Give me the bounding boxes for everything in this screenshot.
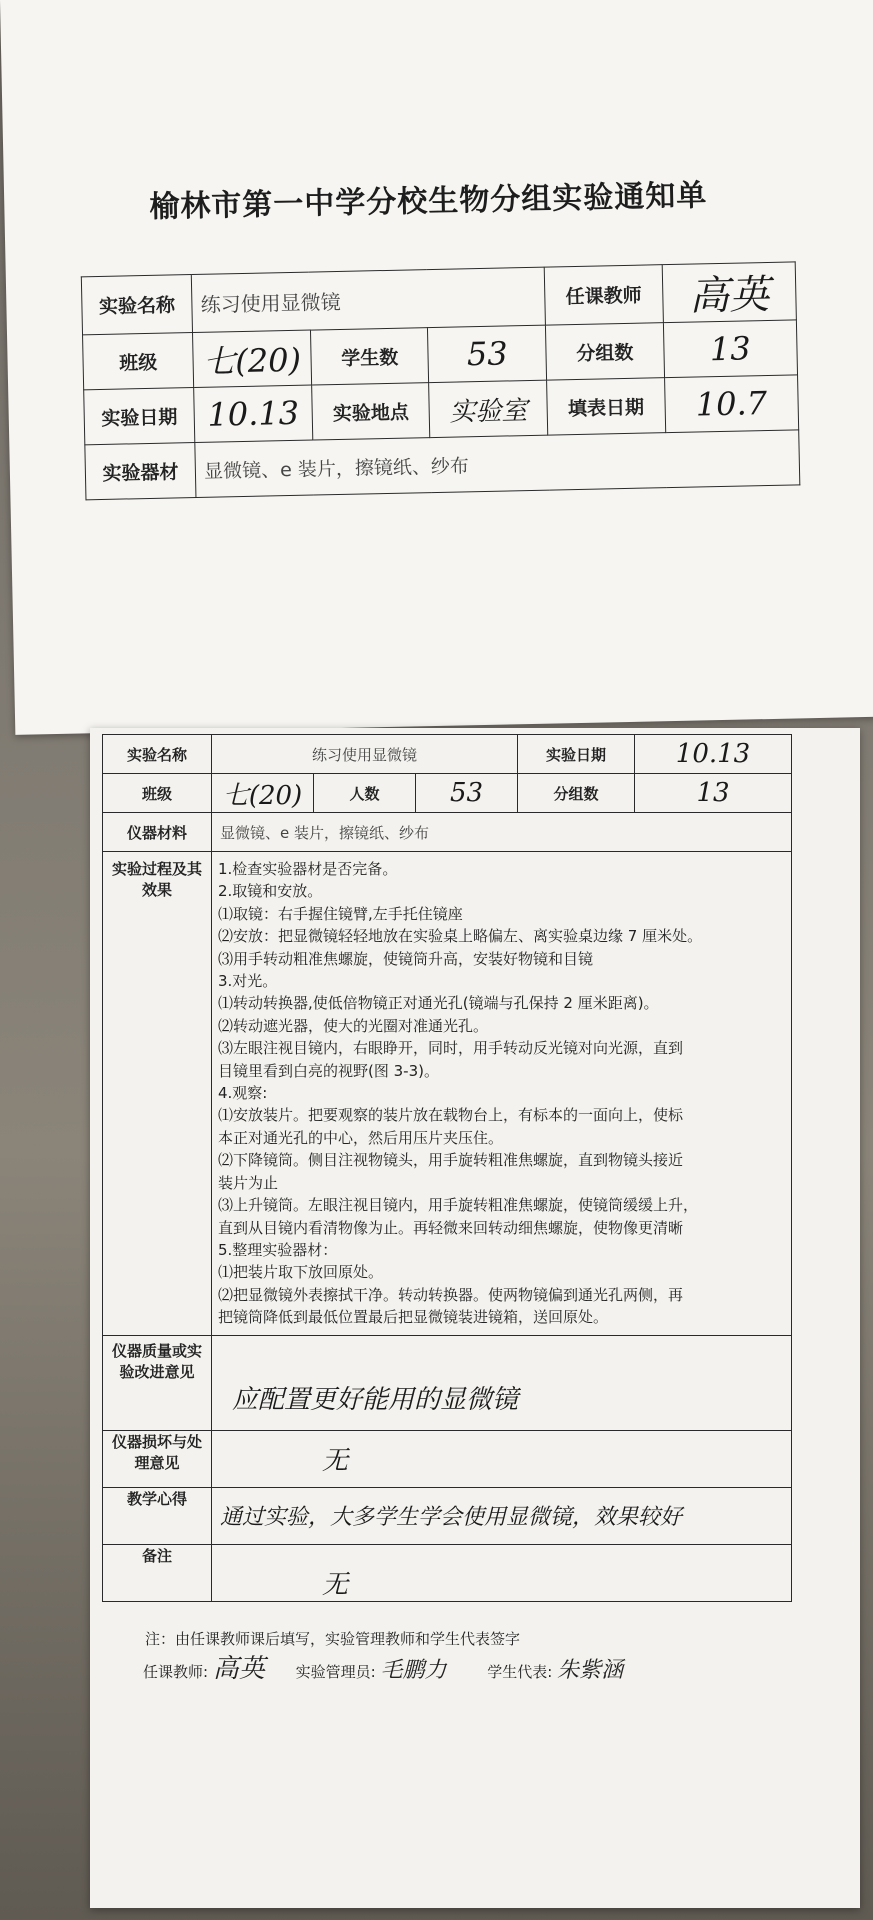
process-line: ⑵把显微镜外表擦拭干净。转动转换器。使两物镜偏到通光孔两侧，再 <box>218 1285 684 1304</box>
signature-row <box>143 1648 623 1685</box>
process-line: 4.观察: <box>218 1084 268 1103</box>
top-form-table <box>81 261 801 500</box>
process-line: ⑵下降镜筒。侧目注视物镜头，用手旋转粗准焦螺旋，直到物镜头接近 <box>218 1151 684 1170</box>
equipment-value: 显微镜、e 装片，擦镜纸、纱布 <box>195 430 800 498</box>
reflection-label: 教学心得 <box>103 1487 212 1544</box>
remarks-label: 备注 <box>103 1544 212 1601</box>
process-line: ⑴把装片取下放回原处。 <box>218 1263 384 1282</box>
table-row <box>103 852 792 1336</box>
exp-location-value: 实验室 <box>429 380 548 437</box>
form-title: 榆林市第一中学分校生物分组实验通知单 <box>149 178 708 225</box>
student-count-value: 53 <box>428 325 547 382</box>
reflection-value: 通过实验，大多学生学会使用显微镜，效果较好 <box>212 1487 792 1544</box>
group-count-label: 分组数 <box>545 323 664 380</box>
table-row <box>103 1487 792 1544</box>
bottom-exp-date-value: 10.13 <box>635 735 792 774</box>
bottom-exp-name-label: 实验名称 <box>103 735 212 774</box>
class-label: 班级 <box>83 333 194 390</box>
table-row <box>103 774 792 813</box>
student-signature: 朱紫涵 <box>557 1658 624 1683</box>
process-line: 本正对通光孔的中心，然后用压片夹压住。 <box>218 1128 504 1147</box>
teacher-signature: 高英 <box>212 1654 265 1684</box>
class-value: 七(20) <box>193 330 312 387</box>
bottom-exp-name-value: 练习使用显微镜 <box>212 735 518 774</box>
bottom-form-table <box>102 734 792 1602</box>
bottom-count-label: 人数 <box>314 774 416 813</box>
student-count-label: 学生数 <box>310 328 429 385</box>
top-form-sheet <box>0 0 873 735</box>
bottom-group-count-value: 13 <box>635 774 792 813</box>
group-count-value: 13 <box>663 320 797 378</box>
table-row <box>103 813 792 852</box>
process-line: ⑶用手转动粗准焦螺旋，使镜筒升高，安装好物镜和目镜 <box>218 949 594 968</box>
exp-location-label: 实验地点 <box>311 383 430 440</box>
remarks-value: 无 <box>212 1544 792 1601</box>
table-row <box>103 1335 792 1430</box>
process-line: ⑴取镜：右手握住镜臂,左手托住镜座 <box>218 904 463 923</box>
process-line: ⑴转动转换器,使低倍物镜正对通光孔(镜端与孔保持 2 厘米距离)。 <box>218 994 659 1013</box>
exp-name-value: 练习使用显微镜 <box>192 267 546 332</box>
form-note: 注：由任课教师课后填写，实验管理教师和学生代表签字 <box>145 1630 521 1648</box>
bottom-count-value: 53 <box>416 774 518 813</box>
fill-date-value: 10.7 <box>664 375 798 433</box>
process-line: 直到从目镜内看清物像为止。再轻微来回转动细焦螺旋，使物像更清晰 <box>218 1218 684 1237</box>
process-line: ⑵转动遮光器，使大的光圈对准通光孔。 <box>218 1016 489 1035</box>
instruments-label: 仪器材料 <box>103 813 212 852</box>
exp-date-label: 实验日期 <box>84 388 195 445</box>
bottom-exp-date-label: 实验日期 <box>518 735 635 774</box>
exp-date-value: 10.13 <box>194 385 313 442</box>
quality-label: 仪器质量或实验改进意见 <box>103 1335 212 1430</box>
process-line: ⑶上升镜筒。左眼注视目镜内，用手旋转粗准焦螺旋，使镜筒缓缓上升， <box>218 1196 699 1215</box>
damage-label: 仪器损坏与处理意见 <box>103 1430 212 1487</box>
teacher-label: 任课教师 <box>544 265 663 325</box>
teacher-value: 高英 <box>662 262 797 323</box>
admin-sign-label: 实验管理员: <box>295 1663 376 1681</box>
process-label: 实验过程及其效果 <box>103 852 212 1336</box>
process-text <box>212 852 792 1336</box>
table-row <box>103 1544 792 1601</box>
process-line: 把镜筒降低到最低位置最后把显微镜装进镜箱，送回原处。 <box>218 1308 609 1327</box>
admin-signature: 毛鹏力 <box>380 1658 447 1683</box>
process-line: 3.对光。 <box>218 972 278 991</box>
process-line: ⑵安放：把显微镜轻轻地放在实验桌上略偏左、离实验桌边缘 7 厘米处。 <box>218 927 703 946</box>
instruments-value: 显微镜、e 装片，擦镜纸、纱布 <box>212 813 792 852</box>
process-line: 5.整理实验器材： <box>218 1240 338 1259</box>
bottom-class-label: 班级 <box>103 774 212 813</box>
process-line: 装片为止 <box>218 1173 279 1192</box>
table-row <box>103 735 792 774</box>
process-line: 1.检查实验器材是否完备。 <box>218 860 398 878</box>
bottom-form-sheet <box>90 728 860 1908</box>
exp-name-label: 实验名称 <box>81 275 192 335</box>
fill-date-label: 填表日期 <box>547 378 666 435</box>
process-line: ⑴安放装片。把要观察的装片放在载物台上，有标本的一面向上，使标 <box>218 1106 684 1125</box>
bottom-class-value: 七(20) <box>212 774 314 813</box>
quality-value: 应配置更好能用的显微镜 <box>212 1335 792 1430</box>
student-sign-label: 学生代表: <box>487 1663 553 1681</box>
table-row <box>103 1430 792 1487</box>
damage-value: 无 <box>212 1430 792 1487</box>
process-line: 2.取镜和安放。 <box>218 882 323 901</box>
equipment-label: 实验器材 <box>85 443 196 500</box>
process-line: ⑶左眼注视目镜内，右眼睁开，同时，用手转动反光镜对向光源，直到 <box>218 1039 684 1058</box>
teacher-sign-label: 任课教师: <box>143 1663 209 1681</box>
bottom-group-count-label: 分组数 <box>518 774 635 813</box>
process-line: 目镜里看到白亮的视野(图 3-3)。 <box>218 1061 439 1080</box>
